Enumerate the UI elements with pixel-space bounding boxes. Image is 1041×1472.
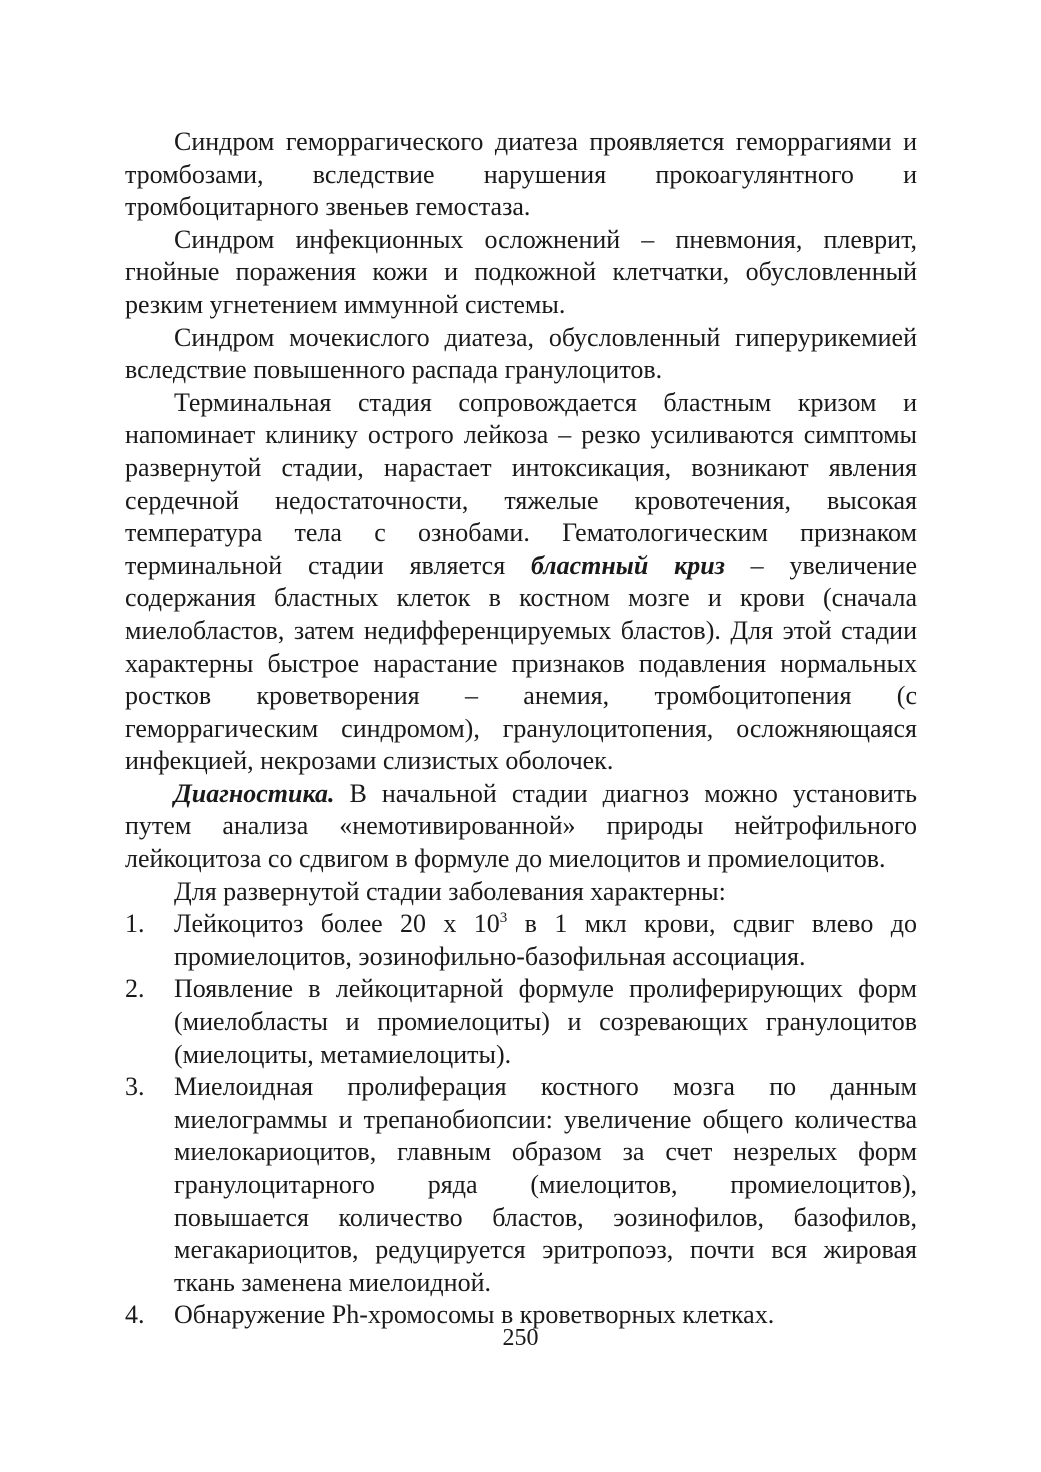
page-body xyxy=(125,126,917,1332)
criteria-list xyxy=(125,908,917,1332)
list-item-number: 1. xyxy=(125,909,145,939)
list-item-number: 4. xyxy=(125,1300,145,1330)
paragraph-list-intro: Для развернутой стадии заболевания характерны: xyxy=(174,876,726,906)
paragraph-hemorrhagic-syndrome: Синдром геморрагического диатеза проявляется геморрагиями и тромбозами, вследствие нарушения прокоагулянтного и тромбоцитарного звеньев гемостаза. xyxy=(125,127,917,222)
list-item-text: Миелоидная пролиферация костного мозга по данным миелограммы и трепанобиопсии: увеличение общего количества миелокариоцитов, главным образом за счет незрелых форм гранулоцитарного ряда (миелоцитов, промиелоцитов), повышается количество бластов, эозинофилов, базофилов, мегакариоцитов, редуцируется эритропоэз, почти вся жировая ткань заменена миелоидной. xyxy=(174,1072,917,1297)
diagnostics-text: В начальной стадии диагноз можно установить путем анализа «немотивированной» природы нейтрофильного лейкоцитоза со сдвигом в формуле до миелоцитов и промиелоцитов. xyxy=(125,778,917,874)
list-item-text-end: в 1 мкл крови, сдвиг влево до промиелоцитов, эозинофильно-базофильная ассоциация. xyxy=(174,909,917,971)
list-item xyxy=(125,973,917,1071)
list-item-text: Появление в лейкоцитарной формуле пролиферирующих форм (миелобласты и промиелоциты) и созревающих гранулоцитов (миелоциты, метамиелоциты). xyxy=(174,974,917,1069)
diagnostics-heading: Диагностика. xyxy=(174,778,335,808)
page-number: 250 xyxy=(502,1325,539,1351)
terminal-stage-text-start: Терминальная стадия сопровождается бластным кризом и напоминает клинику острого лейкоза – резко усиливаются симптомы развернутой стадии, нарастает интоксикация, возникают явления сердечной недостаточности, тяжелые кровотечения, высокая температура тела с ознобами. Гематологическим признаком терминальной стадии является xyxy=(125,387,917,580)
list-item-number: 2. xyxy=(125,974,145,1004)
list-item xyxy=(125,1071,917,1299)
paragraph-terminal-stage xyxy=(125,387,917,778)
terminal-stage-text-end: – увеличение содержания бластных клеток в костном мозге и крови (сначала миелобластов, затем недифференцируемых бластов). Для этой стадии характерны быстрое нарастание признаков подавления нормальных ростков кроветворения – анемия, тромбоцитопения (с геморрагическим синдромом), гранулоцитопения, осложняющаяся инфекцией, некрозами слизистых оболочек. xyxy=(125,550,917,776)
list-item xyxy=(125,908,917,973)
superscript-exponent: 3 xyxy=(499,910,508,927)
paragraph-uric-acid-syndrome: Синдром мочекислого диатеза, обусловленный гиперурикемией вследствие повышенного распада гранулоцитов. xyxy=(125,322,917,385)
blast-crisis-term: бластный криз xyxy=(530,550,725,580)
list-item-text: Обнаружение Ph-хромосомы в кроветворных клетках. xyxy=(174,1300,775,1330)
paragraph-infection-syndrome: Синдром инфекционных осложнений – пневмония, плеврит, гнойные поражения кожи и подкожной клетчатки, обусловленный резким угнетением иммунной системы. xyxy=(125,224,917,319)
list-item-text-start: Лейкоцитоз более 20 х 10 xyxy=(174,909,500,939)
list-item-number: 3. xyxy=(125,1072,145,1102)
paragraph-diagnostics xyxy=(125,778,917,876)
